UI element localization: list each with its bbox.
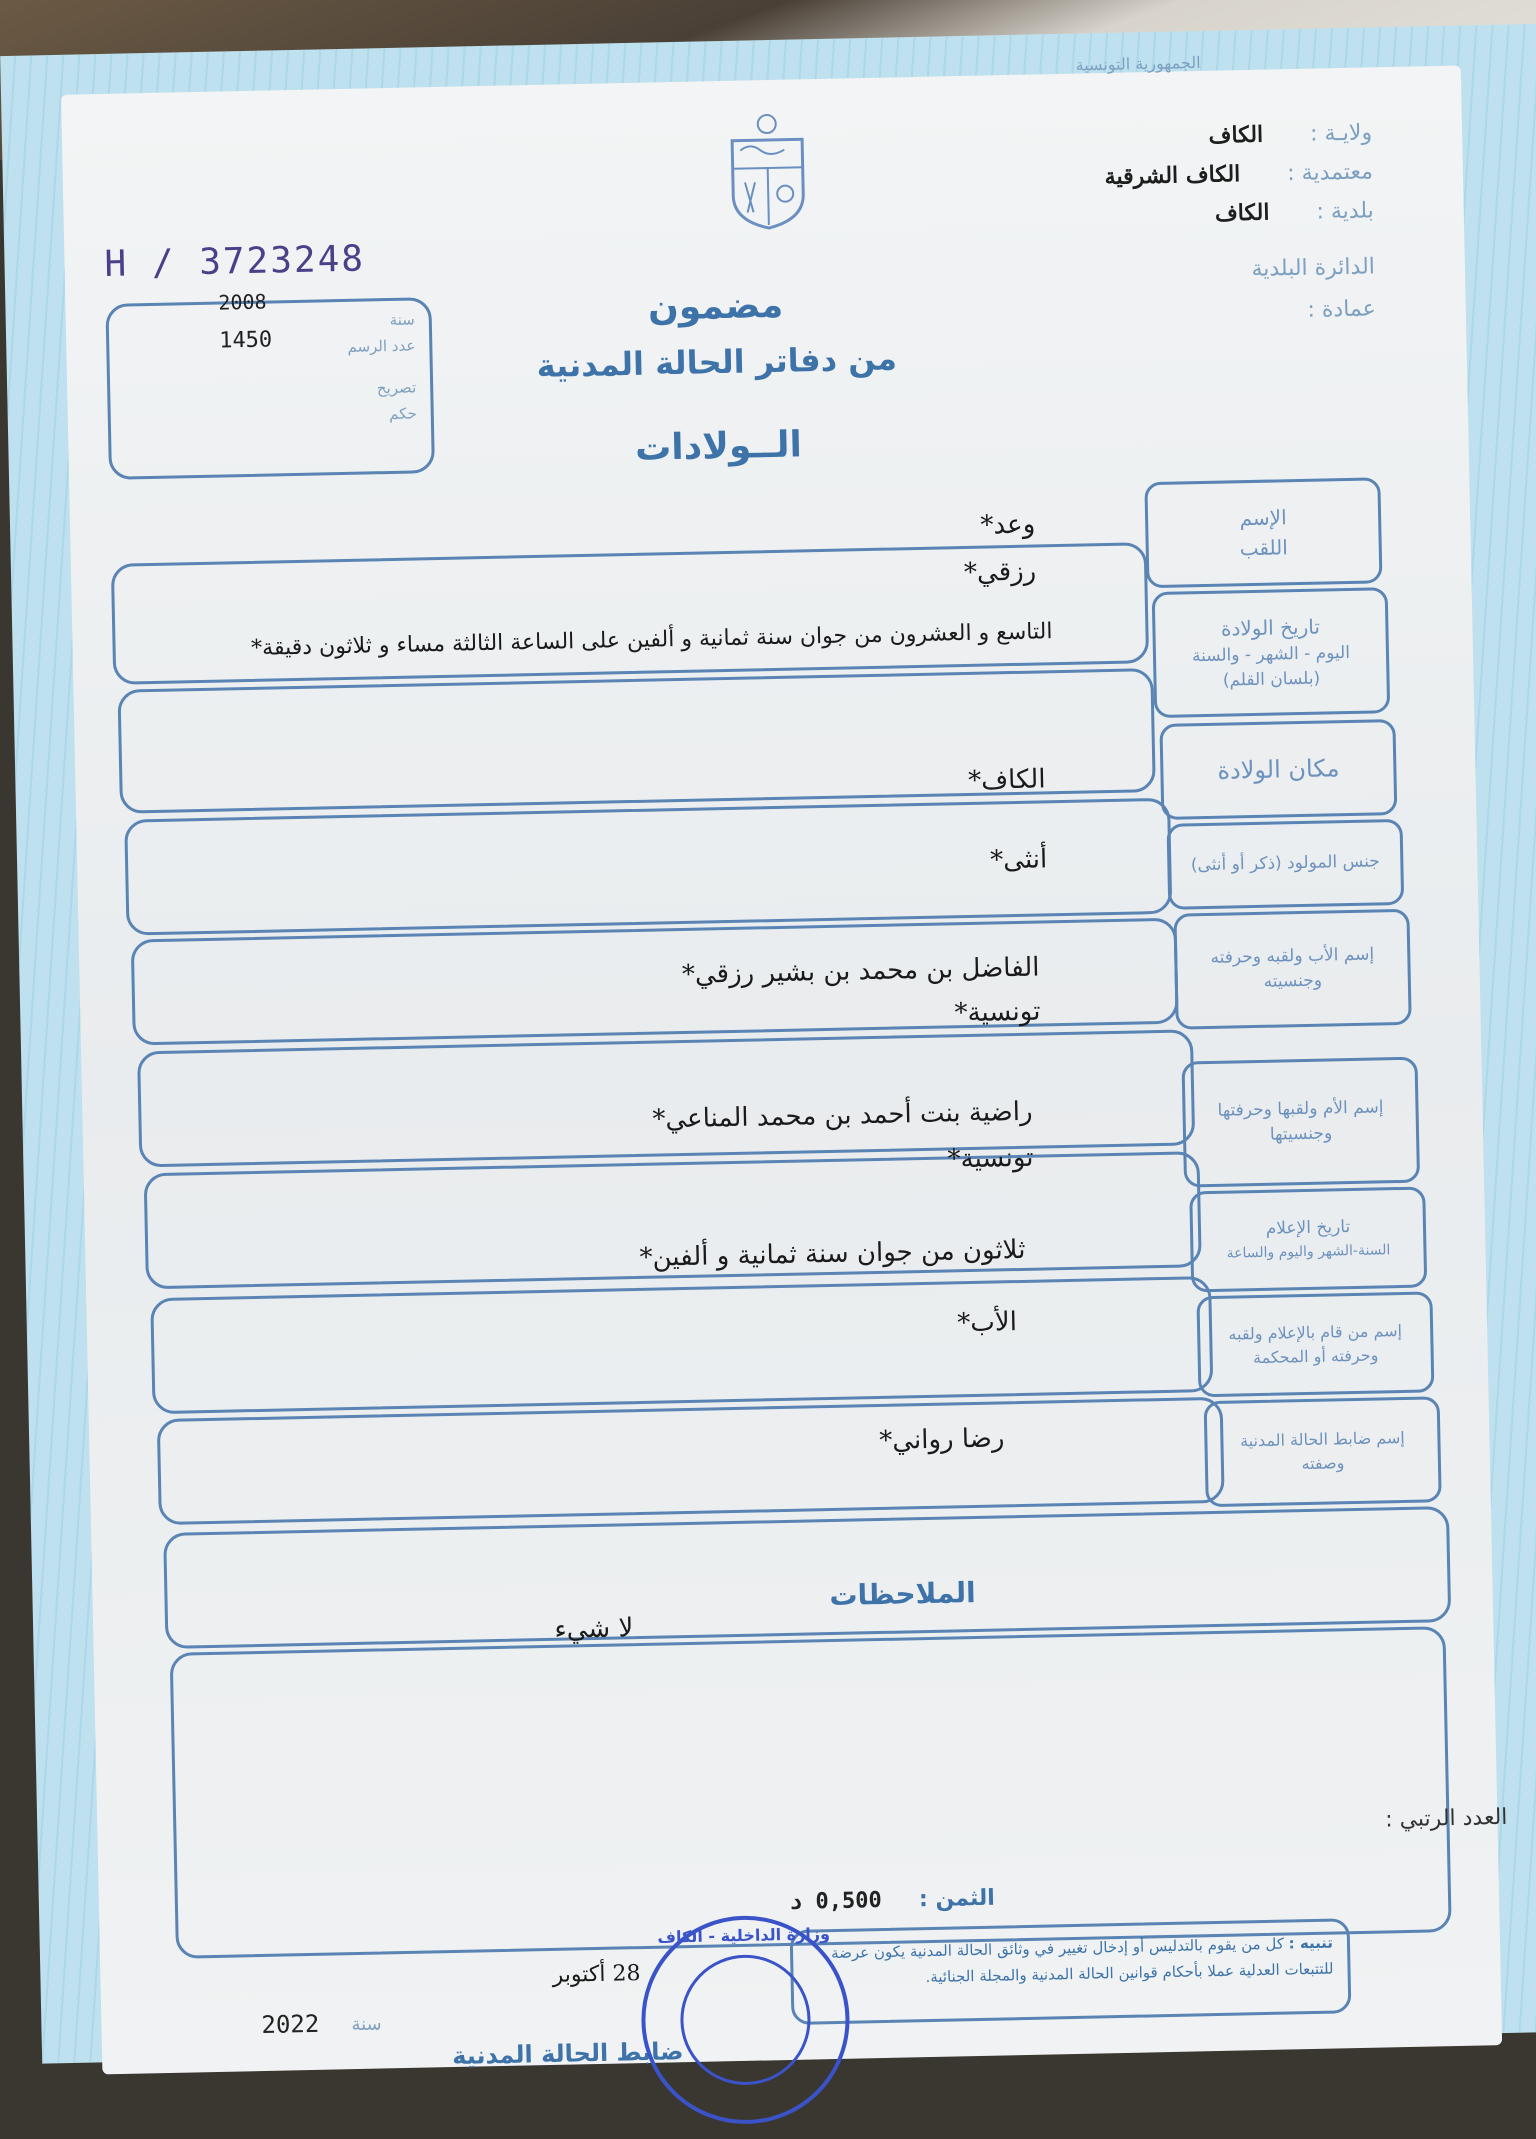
baladia-label: بلدية :: [1316, 198, 1374, 225]
wilaya-value: الكاف: [1208, 121, 1264, 149]
price-value: 0,500 د: [788, 1888, 882, 1915]
value-father-nationality: تونسية*: [954, 996, 1041, 1029]
wilaya-label: ولايـة :: [1309, 120, 1373, 147]
registry-type-judgment: حكم: [389, 404, 417, 424]
title-registers: من دفاتر الحالة المدنية: [536, 339, 898, 385]
remarks-value: لا شيء: [554, 1613, 634, 1645]
officer-signature-label: ضابط الحالة المدنية: [451, 2037, 684, 2071]
serial-number: H / 3723248: [104, 238, 366, 285]
issue-year-label: سنة: [351, 2013, 382, 2036]
label-declarant: إسم من قام بالإعلام ولقبه وحرفته أو المحكمة: [1196, 1291, 1434, 1397]
label-sex: جنس المولود (ذكر أو أنثى): [1167, 819, 1405, 910]
motamadia-value: الكاف الشرقية: [1104, 161, 1241, 190]
label-officer: إسم ضابط الحالة المدنية وصفته: [1204, 1396, 1442, 1507]
registry-year-label: سنة: [389, 310, 415, 329]
registry-box: [105, 289, 435, 480]
notice-label: تنبيه :: [1288, 1933, 1334, 1953]
certificate-body: [61, 52, 1508, 2074]
republic-header-text: الجمهورية التونسية: [1075, 52, 1201, 75]
certificate-sheet: [0, 24, 1536, 2071]
value-last-name: رزقي*: [963, 556, 1037, 589]
daira-label: الدائرة البلدية: [1251, 254, 1376, 282]
label-declaration-date: تاريخ الإعلام السنة-الشهر واليوم والساعة: [1189, 1186, 1427, 1292]
value-mother-nationality: تونسية*: [947, 1142, 1034, 1175]
value-declaration-date: ثلاثون من جوان سنة ثمانية و ألفين*: [639, 1234, 1026, 1273]
registry-year-value: 2008: [218, 289, 267, 315]
issue-year-value: 2022: [261, 2009, 320, 2040]
label-mother: إسم الأم ولقبها وحرفتها وجنسيتها: [1181, 1057, 1420, 1188]
price-label: الثمن :: [918, 1885, 996, 1913]
label-birth-place: مكان الولادة: [1159, 719, 1397, 820]
title-births: الــولادات: [634, 424, 803, 469]
value-box-mother: [137, 1029, 1195, 1167]
value-box-officer: [157, 1397, 1225, 1525]
value-first-name: وعد*: [980, 509, 1036, 541]
registry-record-label: عدد الرسم: [347, 336, 416, 356]
serial-order-label: العدد الرتبي :: [1384, 1804, 1508, 1833]
value-sex: أنثى*: [989, 844, 1048, 876]
motamadia-label: معتمدية :: [1287, 159, 1374, 187]
remarks-label: الملاحظات: [829, 1575, 977, 1613]
registry-record-value: 1450: [218, 327, 273, 354]
label-father: إسم الأب ولقبه وحرفته وجنسيته: [1173, 909, 1411, 1030]
value-box-declarant: [150, 1276, 1213, 1414]
coat-of-arms-emblem: [721, 109, 813, 231]
value-birth-date: التاسع و العشرون من جوان سنة ثمانية و ألفين على الساعة الثالثة مساء و ثلاثون دقيقة*: [250, 619, 1053, 661]
notice-text: كل من يقوم بالتدليس أو إدخال تغيير في وثائق الحالة المدنية يكون عرضة للتتبعات العدلية عملا بأحكام قوانين الحالة المدنية والمجلة الجنائية.: [830, 1934, 1334, 1987]
registry-type-declaration: تصريح: [376, 378, 417, 398]
administrative-info: [952, 113, 1376, 337]
label-birth-date: تاريخ الولادة اليوم - الشهر - والسنة (بلسان القلم): [1152, 587, 1391, 718]
value-birth-place: الكاف*: [967, 764, 1046, 796]
value-father-name: الفاضل بن محمد بن بشير رزقي*: [681, 952, 1040, 991]
seal-text: وزارة الداخلية - الكاف: [657, 1924, 831, 1947]
value-mother-name: راضية بنت أحمد بن محمد المناعي*: [652, 1096, 1033, 1135]
label-name: الإسم اللقب: [1144, 477, 1382, 588]
value-officer: رضا رواني*: [878, 1423, 1005, 1456]
imada-label: عمادة :: [1307, 296, 1377, 323]
baladia-value: الكاف: [1214, 199, 1270, 227]
legal-notice-box: [790, 1918, 1352, 2025]
value-declarant: الأب*: [957, 1307, 1018, 1339]
value-box-extra: [163, 1506, 1451, 1649]
title-summary: مضمون: [647, 284, 784, 329]
issue-date: 28 أكتوبر: [552, 1961, 641, 1988]
